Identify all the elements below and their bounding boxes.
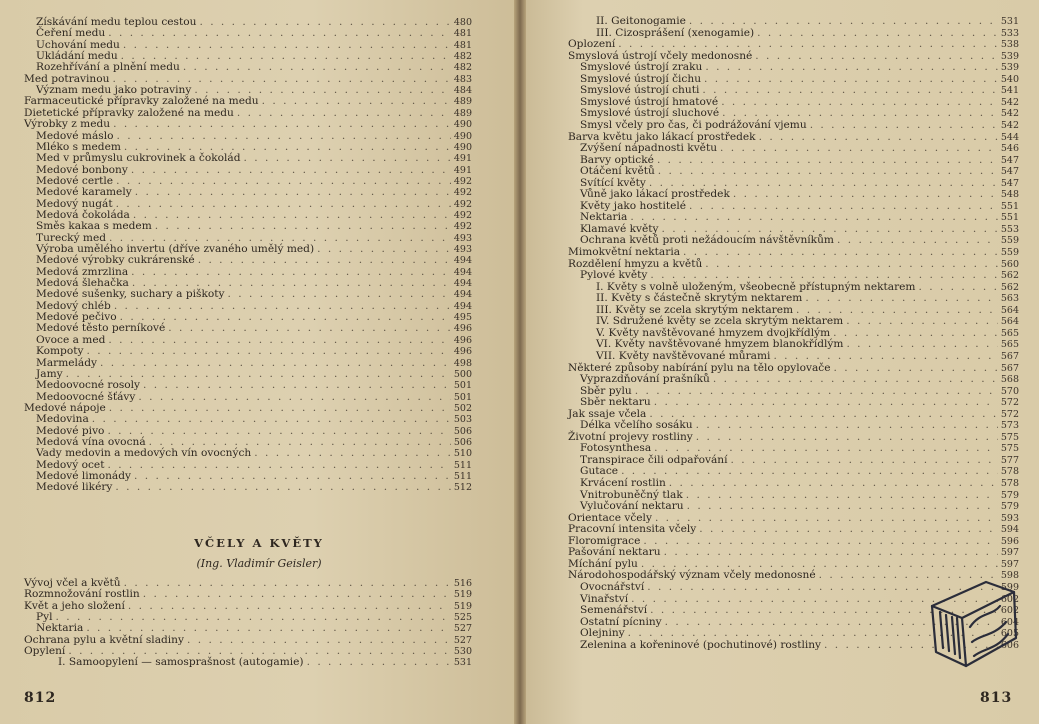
toc-entry-title: Některé způsoby nabírání pylu na tělo opylovače — [568, 361, 831, 374]
toc-entry-title: V. Květy navštěvované hmyzem dvojkřídlým — [596, 326, 831, 339]
toc-entry-page: 605 — [1000, 628, 1019, 640]
toc-entry-page: 602 — [1000, 605, 1019, 617]
toc-entry-page: 493 — [453, 244, 472, 255]
toc-entry-title: Smyslové ústrojí čichu — [580, 72, 702, 85]
toc-entry-title: Transpirace čili odpařování — [580, 453, 728, 466]
toc-entry-title: Vnitrobuněčný tlak — [580, 488, 683, 501]
toc-entry-page: 539 — [1000, 62, 1019, 74]
toc-entry-page: 565 — [1000, 327, 1019, 339]
toc-entry-page: 501 — [453, 380, 472, 392]
toc-entry-page: 548 — [1000, 189, 1019, 201]
toc-entry-page: 579 — [1000, 501, 1019, 513]
toc-entry-page: 547 — [1000, 166, 1019, 178]
toc-entry-page: 489 — [453, 107, 472, 119]
dot-leader — [115, 480, 450, 494]
toc-entry-page: 491 — [453, 153, 472, 165]
toc-entry-page: 572 — [1000, 408, 1019, 420]
toc-entry-page: 551 — [1000, 200, 1019, 212]
toc-entry-page: 506 — [453, 425, 472, 437]
toc-entry-title: Medové máslo — [36, 129, 114, 142]
toc-entry-page: 519 — [453, 589, 472, 601]
toc-entry-title: Krvácení rostlin — [580, 477, 666, 489]
toc-entry-title: Medová zmrzlina — [36, 265, 129, 278]
toc-entry-title: Vůně jako lákací prostředek — [580, 188, 730, 201]
toc-entry-title: I. Květy s volně uloženým, všeobecně přístupným nektarem — [596, 280, 916, 293]
toc-entry-title: Klamavé květy — [580, 222, 659, 235]
toc-entry-title: II. Geitonogamie — [596, 15, 686, 27]
toc-entry-title: Medové bonbony — [36, 163, 128, 176]
toc-entry-page: 519 — [453, 600, 472, 612]
toc-entry-title: Vinařství — [580, 592, 629, 605]
toc-entry-page: 496 — [453, 334, 472, 346]
toc-entry-title: IV. Sdružené květy se zcela skrytým nektarem — [596, 315, 844, 328]
toc-entry-page: 496 — [453, 346, 472, 358]
toc-entry-title: Jamy — [36, 367, 63, 380]
section-heading: VČELY A KVĚTY — [194, 536, 324, 550]
toc-entry-page: 594 — [1000, 524, 1019, 536]
toc-entry-title: Turecký med — [36, 231, 107, 244]
toc-entry — [58, 655, 472, 669]
toc-entry-title: Délka včelího sosáku — [580, 419, 693, 432]
book-stamp-icon — [926, 572, 1022, 670]
toc-entry-title: Význam medu jako potraviny — [36, 84, 192, 97]
toc-entry-title: Dietetické přípravky založené na medu — [24, 106, 234, 119]
toc-entry-page: 506 — [453, 436, 472, 448]
toc-entry-title: Pašování nektaru — [568, 546, 661, 559]
toc-entry-page: 570 — [1000, 385, 1019, 397]
toc-entry-page: 490 — [453, 119, 472, 131]
toc-entry-page: 495 — [453, 312, 472, 324]
toc-entry-page: 546 — [1000, 143, 1019, 155]
toc-entry-page: 598 — [1000, 570, 1019, 582]
toc-entry-title: Semenářství — [580, 604, 648, 617]
toc-entry-title: Vylučování nektaru — [580, 500, 684, 513]
toc-entry-page: 565 — [1000, 339, 1019, 351]
toc-entry-page: 567 — [1000, 362, 1019, 374]
toc-entry-page: 564 — [1000, 304, 1019, 316]
toc-entry-title: Mimokvětní nektaria — [568, 246, 681, 258]
toc-entry-title: Nektaria — [36, 622, 84, 635]
toc-entry-title: Smyslové ústrojí zraku — [580, 61, 703, 74]
toc-entry-page: 562 — [1000, 281, 1019, 293]
toc-entry-title: Medovina — [36, 413, 89, 426]
toc-entry-page: 480 — [453, 17, 472, 28]
toc-entry-page: 563 — [1000, 293, 1019, 305]
toc-entry-page: 490 — [453, 130, 472, 142]
toc-entry-page: 493 — [453, 232, 472, 244]
toc-entry-page: 501 — [453, 391, 472, 403]
toc-entry-page: 547 — [1000, 154, 1019, 166]
toc-entry-page: 542 — [1000, 96, 1019, 108]
toc-entry-title: Smyslové ústrojí chuti — [580, 84, 700, 97]
toc-entry-title: Rozmnožování rostlin — [24, 588, 140, 601]
toc-entry-title: Zvýšení nápadnosti květu — [580, 142, 718, 155]
toc-entry-title: II. Květy s částečně skrytým nektarem — [596, 292, 803, 305]
toc-entry-title: Rozdělení hmyzu a květů — [568, 257, 703, 270]
toc-entry-title: Medový ocet — [36, 458, 105, 471]
toc-entry-title: Směs kakaa s medem — [36, 220, 152, 233]
toc-entry-title: Rozehřívání a plnění medu — [36, 61, 180, 74]
toc-entry-title: Jak ssaje včela — [568, 407, 647, 420]
toc-entry-page: 484 — [453, 85, 472, 97]
toc-entry-title: Medová čokoláda — [36, 208, 130, 221]
toc-entry-title: Ostatní pícniny — [580, 615, 662, 628]
toc-entry-title: III. Květy se zcela skrytým nektarem — [596, 303, 794, 316]
toc-entry-title: Oplození — [568, 38, 616, 51]
toc-entry-page: 489 — [453, 96, 472, 108]
toc-entry-title: Zelenina a kořeninové (pochutinové) rostliny — [580, 638, 822, 651]
toc-entry-page: 482 — [453, 62, 472, 74]
toc-entry-page: 541 — [1000, 85, 1019, 97]
toc-entry-title: Medové výrobky cukrárenské — [36, 254, 195, 267]
toc-entry-title: Medové certle — [36, 174, 114, 187]
toc-entry-page: 511 — [453, 471, 472, 482]
toc-entry-page: 491 — [453, 164, 472, 176]
toc-entry-title: Medové pivo — [36, 424, 105, 437]
toc-entry-title: Medový nugát — [36, 197, 113, 210]
toc-entry-title: Ovoce a med — [36, 333, 106, 346]
left-page — [0, 0, 518, 724]
toc-entry-title: Med v průmyslu cukrovinek a čokolád — [36, 152, 241, 165]
toc-entry-title: Výroba umělého invertu (dříve zvaného umělý med) — [36, 243, 315, 255]
toc-entry-title: Smyslové ústrojí hmatové — [580, 95, 719, 108]
toc-entry-page: 602 — [1000, 593, 1019, 605]
toc-entry-title: Pylové květy — [580, 269, 648, 282]
toc-entry-page: 597 — [1000, 558, 1019, 570]
toc-entry-page: 551 — [1000, 212, 1019, 224]
toc-entry-page: 538 — [1000, 39, 1019, 51]
toc-entry-title: Medové karamely — [36, 186, 132, 199]
toc-entry-page: 575 — [1000, 431, 1019, 443]
toc-entry-page: 494 — [453, 278, 472, 290]
toc-entry-title: Vyprazdňování prašníků — [580, 373, 710, 386]
toc-entry-page: 494 — [453, 289, 472, 301]
toc-entry-page: 527 — [453, 634, 472, 646]
toc-entry-title: Gutace — [580, 465, 619, 478]
toc-entry-page: 544 — [1000, 131, 1019, 143]
toc-entry-page: 597 — [1000, 547, 1019, 559]
toc-entry-title: Barva květu jako lákací prostředek — [568, 130, 756, 143]
toc-entry-page: 533 — [1000, 27, 1019, 39]
toc-entry-title: Medové limonády — [36, 470, 132, 482]
toc-entry-page: 573 — [1000, 420, 1019, 432]
toc-entry-title: Marmelády — [36, 356, 98, 369]
toc-entry-title: III. Cizosprášení (xenogamie) — [596, 26, 755, 39]
toc-entry-title: Barvy optické — [580, 153, 654, 166]
toc-entry-page: 604 — [1000, 616, 1019, 628]
book-gutter — [514, 0, 526, 724]
toc-entry-title: Pyl — [36, 611, 53, 624]
toc-entry-title: Opylení — [24, 645, 66, 658]
toc-entry-page: 540 — [1000, 73, 1019, 85]
toc-entry-page: 577 — [1000, 454, 1019, 466]
toc-entry-page: 492 — [453, 209, 472, 221]
toc-entry-title: Olejniny — [580, 627, 625, 640]
toc-entry-title: Květy jako hostitelé — [580, 199, 687, 212]
toc-entry-page: 511 — [453, 459, 472, 471]
toc-entry-page: 490 — [453, 141, 472, 153]
toc-entry-title: Smyslové ústrojí sluchové — [580, 107, 720, 120]
toc-entry-page: 531 — [453, 657, 472, 669]
toc-entry-page: 492 — [453, 198, 472, 210]
toc-entry-page: 531 — [1000, 16, 1019, 27]
toc-entry-page: 530 — [453, 646, 472, 658]
toc-entry-title: Ovocnářství — [580, 580, 645, 593]
toc-entry-title: Kompoty — [36, 345, 84, 358]
toc-entry-page: 492 — [453, 175, 472, 187]
toc-entry-title: Svítící květy — [580, 176, 646, 189]
toc-entry-title: Květ a jeho složení — [24, 599, 125, 612]
toc-entry-page: 502 — [453, 402, 472, 414]
toc-entry — [36, 480, 472, 494]
toc-entry-page: 567 — [1000, 350, 1019, 362]
toc-entry-page: 539 — [1000, 50, 1019, 62]
toc-entry-page: 553 — [1000, 223, 1019, 235]
toc-entry-page: 481 — [453, 39, 472, 51]
toc-entry-title: VI. Květy navštěvované hmyzem blanokřídlým — [596, 338, 844, 351]
section-author: (Ing. Vladimír Geisler) — [196, 557, 322, 570]
toc-entry-page: 596 — [1000, 535, 1019, 547]
toc-entry-page: 494 — [453, 300, 472, 312]
toc-entry-page: 562 — [1000, 270, 1019, 282]
toc-entry-page: 542 — [1000, 108, 1019, 120]
toc-entry-page: 559 — [1000, 235, 1019, 247]
toc-entry-page: 492 — [453, 221, 472, 233]
toc-entry-title: Životní projevy rostliny — [568, 430, 693, 443]
toc-entry-title: Smyslová ústrojí včely medonosné — [568, 49, 753, 62]
toc-entry-title: Míchání pylu — [568, 557, 638, 570]
toc-entry-page: 496 — [453, 323, 472, 335]
toc-entry-title: Floromigrace — [568, 534, 641, 547]
toc-entry-page: 559 — [1000, 247, 1019, 258]
toc-entry-page: 516 — [453, 578, 472, 589]
toc-entry-title: Vývoj včel a květů — [24, 577, 121, 589]
toc-entry-title: Ukládání medu — [36, 50, 118, 63]
toc-entry-title: Národohospodářský význam včely medonosné — [568, 569, 816, 582]
toc-entry-title: Medové těsto perníkové — [36, 322, 166, 335]
toc-entry-page: 560 — [1000, 258, 1019, 270]
toc-entry-title: Ochrana květů proti nežádoucím návštěvníkům — [580, 234, 834, 247]
toc-entry-title: I. Samoopylení — samosprašnost (autogamie) — [58, 656, 304, 669]
toc-entry-page: 593 — [1000, 512, 1019, 524]
toc-entry-page: 482 — [453, 51, 472, 63]
toc-entry-title: Med potravinou — [24, 72, 110, 85]
toc-entry-title: Fotosynthesa — [580, 442, 652, 455]
toc-entry-title: Čeření medu — [36, 27, 106, 40]
toc-entry-page: 579 — [1000, 489, 1019, 501]
toc-entry-title: Otáčení květů — [580, 165, 655, 178]
toc-entry-page: 542 — [1000, 119, 1019, 131]
toc-entry-page: 494 — [453, 255, 472, 267]
toc-entry-title: Smysl včely pro čas, či podrážování vjemu — [580, 118, 807, 131]
toc-entry-title: Sběr pylu — [580, 384, 632, 397]
toc-entry-title: Medoovocné šťávy — [36, 390, 136, 403]
toc-entry-page: 527 — [453, 623, 472, 635]
toc-entry-page: 578 — [1000, 466, 1019, 478]
toc-entry-page: 498 — [453, 357, 472, 369]
toc-entry-title: Mléko s medem — [36, 140, 121, 153]
toc-entry-title: Ochrana pylu a květní sladiny — [24, 633, 184, 646]
toc-entry-title: Orientace včely — [568, 511, 652, 524]
toc-entry-page: 575 — [1000, 443, 1019, 455]
toc-entry-title: Medoovocné rosoly — [36, 379, 141, 392]
toc-entry-page: 572 — [1000, 397, 1019, 409]
toc-entry-title: Farmaceutické přípravky založené na medu — [24, 95, 259, 108]
toc-entry-page: 512 — [453, 482, 472, 494]
toc-entry-page: 564 — [1000, 316, 1019, 328]
toc-entry-title: Medové nápoje — [24, 401, 106, 414]
toc-entry-title: Medové sušenky, suchary a piškoty — [36, 288, 225, 301]
dot-leader — [307, 655, 451, 669]
toc-entry-page: 599 — [1000, 581, 1019, 593]
toc-entry-page: 525 — [453, 612, 472, 624]
page-number: 812 — [24, 690, 57, 706]
toc-entry-title: Nektaria — [580, 211, 628, 224]
toc-entry-title: VII. Květy navštěvované můrami — [596, 349, 771, 362]
toc-entry-page: 578 — [1000, 478, 1019, 489]
toc-entry-page: 503 — [453, 414, 472, 426]
toc-entry-title: Vady medovin a medových vín ovocných — [36, 447, 252, 460]
toc-entry-page: 481 — [453, 28, 472, 40]
toc-entry-page: 510 — [453, 448, 472, 460]
toc-entry-title: Pracovní intensita včely — [568, 523, 697, 536]
toc-entry-page: 606 — [1000, 639, 1019, 651]
toc-entry-title: Medová vína ovocná — [36, 435, 146, 448]
toc-entry-title: Medový chléb — [36, 299, 111, 312]
toc-entry-page: 500 — [453, 368, 472, 380]
toc-entry-page: 492 — [453, 187, 472, 199]
toc-entry-page: 494 — [453, 266, 472, 278]
toc-entry-title: Získávání medu teplou cestou — [36, 16, 197, 28]
toc-entry-title: Výrobky z medu — [24, 118, 111, 131]
page-number: 813 — [980, 690, 1013, 706]
toc-entry-title: Medová šlehačka — [36, 277, 129, 290]
toc-entry-title: Medové pečivo — [36, 311, 117, 324]
toc-entry-page: 547 — [1000, 177, 1019, 189]
toc-entry-title: Sběr nektaru — [580, 396, 651, 409]
toc-entry-page: 483 — [453, 73, 472, 85]
toc-entry-page: 568 — [1000, 374, 1019, 386]
toc-entry-title: Uchování medu — [36, 38, 120, 51]
toc-entry-title: Medové likéry — [36, 481, 113, 494]
